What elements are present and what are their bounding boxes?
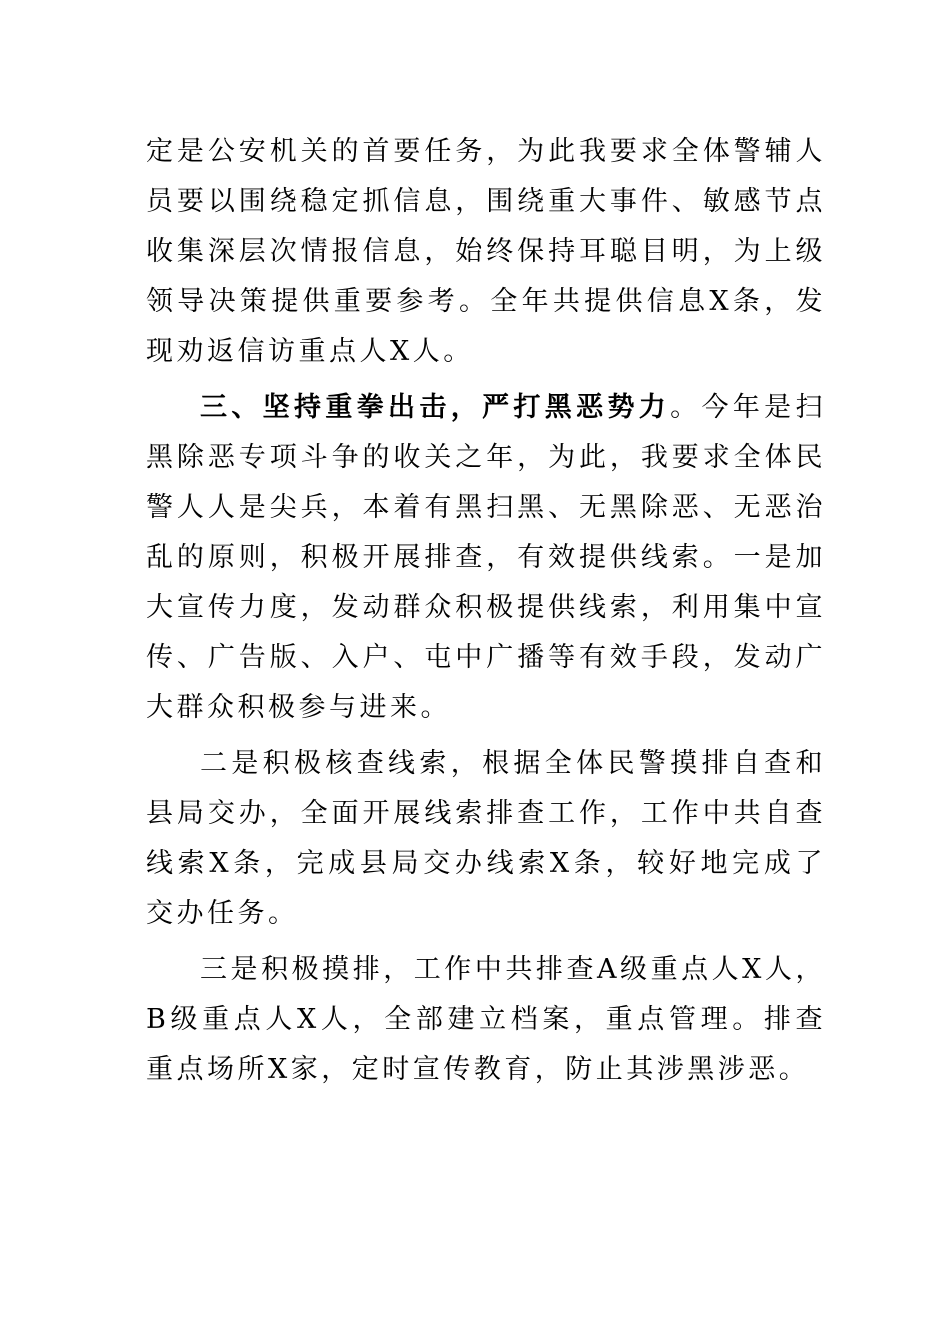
section-heading: 三、坚持重拳出击，严打黑恶势力 <box>200 392 671 423</box>
document-body <box>146 127 826 1095</box>
paragraph-4 <box>146 945 826 1095</box>
paragraph-3 <box>146 739 826 939</box>
paragraph-1 <box>146 127 826 377</box>
paragraph-1-text: 定是公安机关的首要任务，为此我要求全体警辅人员要以围绕稳定抓信息，围绕重大事件、敏感节点收集深层次情报信息，始终保持耳聪目明，为上级领导决策提供重要参考。全年共提供信息X条，发现劝返信访重点人X人。 <box>146 136 826 367</box>
paragraph-4-text: 三是积极摸排，工作中共排查A级重点人X人，B级重点人X人，全部建立档案，重点管理。排查重点场所X家，定时宣传教育，防止其涉黑涉恶。 <box>146 954 826 1085</box>
paragraph-2-text: 。今年是扫黑除恶专项斗争的收关之年，为此，我要求全体民警人人是尖兵，本着有黑扫黑、无黑除恶、无恶治乱的原则，积极开展排查，有效提供线索。一是加大宣传力度，发动群众积极提供线索，利用集中宣传、广告版、入户、屯中广播等有效手段，发动广大群众积极参与进来。 <box>146 392 827 723</box>
paragraph-3-text: 二是积极核查线索，根据全体民警摸排自查和县局交办，全面开展线索排查工作，工作中共自查线索X条，完成县局交办线索X条，较好地完成了交办任务。 <box>146 748 826 929</box>
paragraph-2 <box>146 383 826 733</box>
